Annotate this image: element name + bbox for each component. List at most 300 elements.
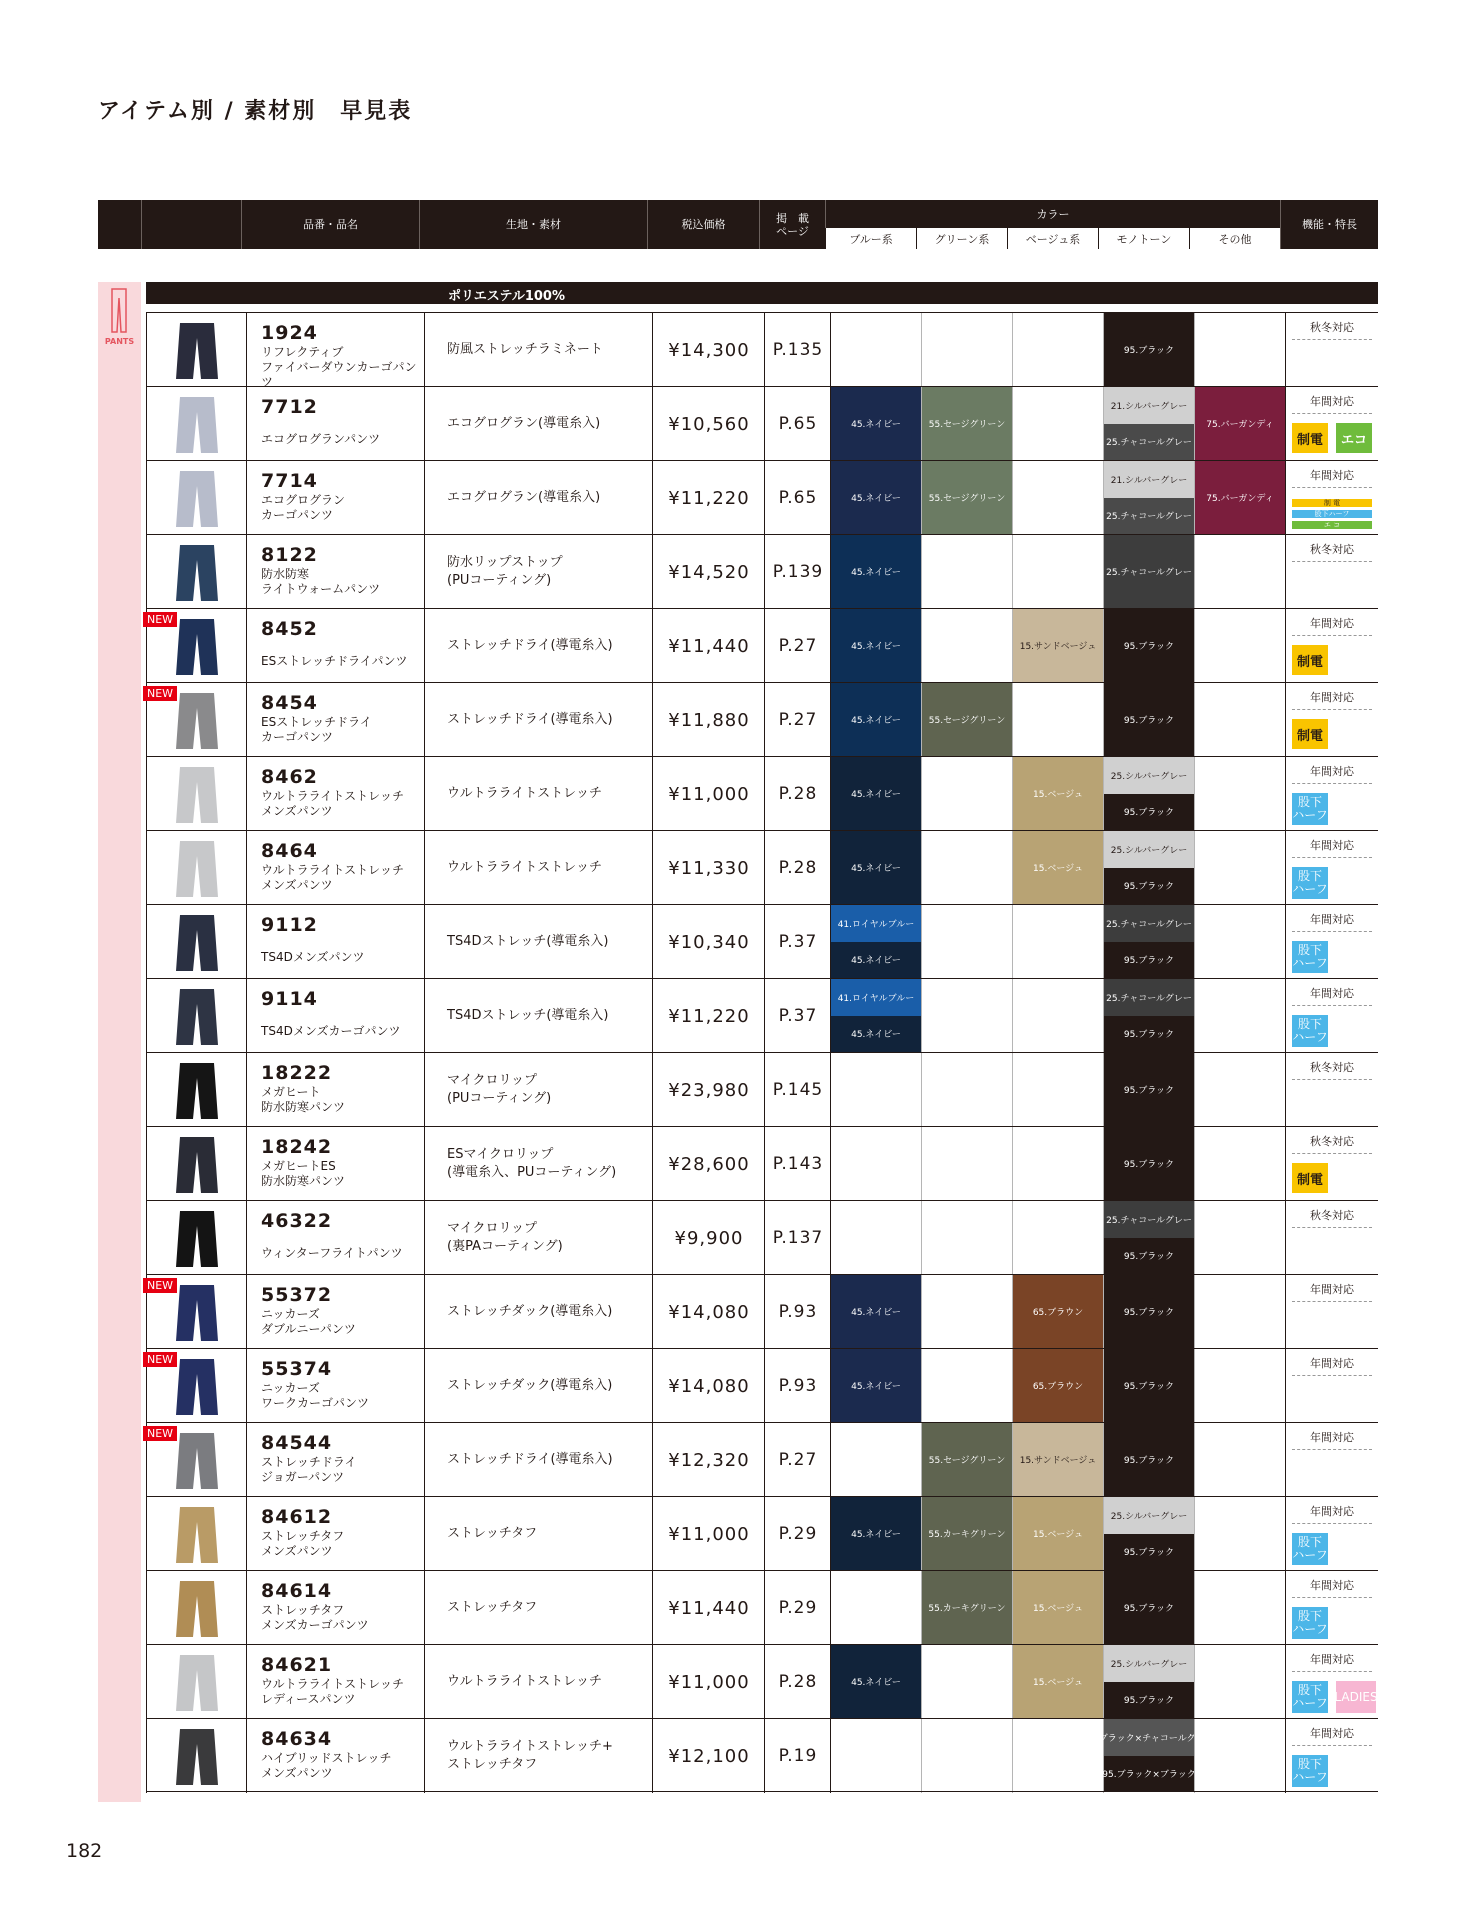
product-image bbox=[146, 1719, 246, 1793]
page-cell bbox=[764, 979, 830, 1053]
features-cell bbox=[1285, 535, 1378, 609]
material-text: エコグログラン(導電糸入) bbox=[447, 490, 601, 505]
product-code-cell bbox=[246, 757, 424, 831]
material-text: ESマイクロリップ (導電糸入、PUコーティング) bbox=[447, 1147, 617, 1180]
product-name: ストレッチタフ メンズカーゴパンツ bbox=[261, 1603, 369, 1632]
page-cell bbox=[764, 461, 830, 535]
color-cell-beige bbox=[1012, 1053, 1103, 1127]
category-side-band bbox=[98, 282, 141, 1802]
color-swatch: 95.ブラック bbox=[1104, 1053, 1194, 1126]
product-image bbox=[146, 1127, 246, 1201]
product-name: ハイブリッドストレッチ メンズパンツ bbox=[261, 1751, 392, 1780]
product-image bbox=[146, 905, 246, 979]
color-cell-mono bbox=[1103, 979, 1194, 1053]
price-text: ¥11,000 bbox=[668, 784, 750, 805]
header-color: カラー bbox=[825, 200, 1280, 228]
material-cell bbox=[424, 609, 652, 683]
section-header bbox=[146, 282, 1378, 304]
color-cell-other bbox=[1194, 831, 1285, 905]
pants-photo-icon bbox=[174, 1432, 220, 1490]
price-cell bbox=[652, 683, 764, 757]
color-cell-beige bbox=[1012, 313, 1103, 387]
color-cell-blue bbox=[830, 683, 921, 757]
color-cell-green bbox=[921, 683, 1012, 757]
mini-feature-badge: 制 電 bbox=[1292, 499, 1372, 507]
product-code: 7712 bbox=[261, 396, 318, 418]
color-cell-other bbox=[1194, 387, 1285, 461]
color-swatch: 45.ネイビー bbox=[831, 757, 921, 830]
product-name: ウィンターフライトパンツ bbox=[261, 1246, 403, 1260]
color-cell-other bbox=[1194, 535, 1285, 609]
color-swatch: 65.ブラウン bbox=[1013, 1275, 1103, 1348]
color-cell-other bbox=[1194, 461, 1285, 535]
color-cell-blue bbox=[830, 979, 921, 1053]
color-cell-beige bbox=[1012, 1423, 1103, 1497]
color-swatch: 21.シルバーグレー bbox=[1104, 387, 1194, 424]
page-ref-text: P.65 bbox=[778, 414, 818, 434]
pants-photo-icon bbox=[174, 692, 220, 750]
color-swatch: 55.セージグリーン bbox=[922, 461, 1012, 534]
half-inseam-line2: ハーフ bbox=[1292, 1696, 1328, 1710]
color-cell-mono bbox=[1103, 831, 1194, 905]
color-swatch: 25.チャコールグレー bbox=[1104, 424, 1194, 461]
pants-photo-icon bbox=[174, 1284, 220, 1342]
season-label: 秋冬対応 bbox=[1292, 1133, 1372, 1154]
color-cell-mono bbox=[1103, 905, 1194, 979]
color-cell-other bbox=[1194, 1497, 1285, 1571]
half-inseam-line2: ハーフ bbox=[1292, 808, 1328, 822]
material-cell bbox=[424, 461, 652, 535]
product-code-cell bbox=[246, 535, 424, 609]
product-code: 8452 bbox=[261, 618, 318, 640]
product-image bbox=[146, 1053, 246, 1127]
product-code: 18222 bbox=[261, 1062, 333, 1084]
material-text: ウルトラライトストレッチ bbox=[447, 860, 602, 875]
product-code: 55374 bbox=[261, 1358, 333, 1380]
material-cell bbox=[424, 313, 652, 387]
half-inseam-line1: 股下 bbox=[1297, 1017, 1322, 1031]
product-name: ESストレッチドライパンツ bbox=[261, 654, 408, 668]
product-code-cell bbox=[246, 1645, 424, 1719]
color-cell-green bbox=[921, 1423, 1012, 1497]
price-cell bbox=[652, 1127, 764, 1201]
color-cell-green bbox=[921, 387, 1012, 461]
color-cell-blue bbox=[830, 1497, 921, 1571]
color-cell-green bbox=[921, 1571, 1012, 1645]
features-cell bbox=[1285, 979, 1378, 1053]
color-swatch: 45.ネイビー bbox=[831, 831, 921, 904]
color-swatch: 55.カーキグリーン bbox=[922, 1497, 1012, 1570]
half-inseam-line1: 股下 bbox=[1297, 1609, 1322, 1623]
header-color-group: ベージュ系 bbox=[1007, 228, 1098, 249]
product-code: 55372 bbox=[261, 1284, 333, 1306]
price-cell bbox=[652, 905, 764, 979]
price-cell bbox=[652, 979, 764, 1053]
pants-photo-icon bbox=[174, 988, 220, 1046]
features-cell bbox=[1285, 1645, 1378, 1719]
color-swatch: 45.ネイビー bbox=[831, 461, 921, 534]
page-ref-text: P.93 bbox=[778, 1376, 818, 1396]
material-cell bbox=[424, 1201, 652, 1275]
color-cell-other bbox=[1194, 757, 1285, 831]
table-row bbox=[146, 312, 1378, 389]
header-code-name: 品番・品名 bbox=[241, 200, 419, 249]
price-cell bbox=[652, 1719, 764, 1793]
features-cell bbox=[1285, 683, 1378, 757]
product-code-cell bbox=[246, 979, 424, 1053]
material-text: エコグログラン(導電糸入) bbox=[447, 416, 601, 431]
price-text: ¥14,080 bbox=[668, 1302, 750, 1323]
table-row bbox=[146, 1496, 1378, 1570]
material-cell bbox=[424, 1275, 652, 1349]
material-cell bbox=[424, 387, 652, 461]
half-inseam-badge bbox=[1292, 941, 1328, 973]
page-number: 182 bbox=[66, 1840, 103, 1862]
season-label: 秋冬対応 bbox=[1292, 541, 1372, 562]
color-cell-mono bbox=[1103, 683, 1194, 757]
price-text: ¥11,440 bbox=[668, 1598, 750, 1619]
color-swatch: 25.シルバーグレー bbox=[1104, 1497, 1194, 1534]
features-cell bbox=[1285, 1423, 1378, 1497]
color-cell-green bbox=[921, 1349, 1012, 1423]
page-ref-text: P.19 bbox=[778, 1746, 818, 1766]
material-text: ウルトラライトストレッチ+ ストレッチタフ bbox=[447, 1739, 613, 1772]
color-cell-blue bbox=[830, 1423, 921, 1497]
color-swatch: 25.チャコールグレー bbox=[1104, 979, 1194, 1016]
season-label: 秋冬対応 bbox=[1292, 1207, 1372, 1228]
color-swatch: 15.ベージュ bbox=[1013, 757, 1103, 830]
color-cell-other bbox=[1194, 1719, 1285, 1793]
color-swatch: 25.チャコールグレー bbox=[1104, 535, 1194, 608]
price-cell bbox=[652, 757, 764, 831]
product-name: ESストレッチドライ カーゴパンツ bbox=[261, 715, 372, 744]
half-inseam-line1: 股下 bbox=[1297, 869, 1322, 883]
product-code-cell bbox=[246, 831, 424, 905]
price-text: ¥11,440 bbox=[668, 636, 750, 657]
pants-photo-icon bbox=[174, 1580, 220, 1638]
product-code-cell bbox=[246, 1423, 424, 1497]
page-ref-text: P.28 bbox=[778, 1672, 818, 1692]
color-cell-beige bbox=[1012, 757, 1103, 831]
product-code: 1924 bbox=[261, 322, 318, 344]
page-ref-text: P.29 bbox=[778, 1598, 818, 1618]
pants-photo-icon bbox=[174, 1136, 220, 1194]
half-inseam-line2: ハーフ bbox=[1292, 1548, 1328, 1562]
material-text: ストレッチダック(導電糸入) bbox=[447, 1304, 613, 1319]
color-swatch: 95.ブラック bbox=[1104, 1682, 1194, 1719]
color-cell-beige bbox=[1012, 1571, 1103, 1645]
color-cell-blue bbox=[830, 609, 921, 683]
color-cell-mono bbox=[1103, 313, 1194, 387]
product-code: 9112 bbox=[261, 914, 318, 936]
color-cell-mono bbox=[1103, 1645, 1194, 1719]
table-row bbox=[146, 1052, 1378, 1126]
page-ref-text: P.29 bbox=[778, 1524, 818, 1544]
material-cell bbox=[424, 1127, 652, 1201]
pants-photo-icon bbox=[174, 840, 220, 898]
color-cell-mono bbox=[1103, 1053, 1194, 1127]
page-ref-text: P.143 bbox=[772, 1154, 824, 1174]
table-row bbox=[146, 1126, 1378, 1200]
table-row bbox=[146, 1718, 1378, 1792]
material-text: ストレッチドライ(導電糸入) bbox=[447, 638, 613, 653]
color-swatch: 75.バーガンディ bbox=[1195, 461, 1285, 534]
color-swatch: 45.ネイビー bbox=[831, 1645, 921, 1718]
page-cell bbox=[764, 1719, 830, 1793]
page-ref-text: P.37 bbox=[778, 1006, 818, 1026]
color-swatch: 45.ネイビー bbox=[831, 1497, 921, 1570]
price-cell bbox=[652, 1645, 764, 1719]
price-text: ¥10,340 bbox=[668, 932, 750, 953]
product-code: 9114 bbox=[261, 988, 318, 1010]
color-swatch: 25.シルバーグレー bbox=[1104, 831, 1194, 868]
product-image bbox=[146, 387, 246, 461]
season-label: 年間対応 bbox=[1292, 689, 1372, 710]
table-row bbox=[146, 756, 1378, 830]
color-cell-green bbox=[921, 1201, 1012, 1275]
half-inseam-line1: 股下 bbox=[1297, 1683, 1322, 1697]
features-cell bbox=[1285, 1201, 1378, 1275]
half-inseam-line2: ハーフ bbox=[1292, 1030, 1328, 1044]
header-features: 機能・特長 bbox=[1280, 200, 1378, 249]
season-label: 年間対応 bbox=[1292, 1281, 1372, 1302]
color-swatch: 95.ブラック bbox=[1104, 1571, 1194, 1644]
product-code-cell bbox=[246, 313, 424, 387]
color-cell-mono bbox=[1103, 1423, 1194, 1497]
price-cell bbox=[652, 1571, 764, 1645]
page-cell bbox=[764, 1127, 830, 1201]
color-cell-other bbox=[1194, 979, 1285, 1053]
product-code-cell bbox=[246, 1275, 424, 1349]
header-price: 税込価格 bbox=[647, 200, 759, 249]
color-cell-green bbox=[921, 609, 1012, 683]
color-cell-blue bbox=[830, 1719, 921, 1793]
color-swatch: 15.ベージュ bbox=[1013, 1497, 1103, 1570]
color-swatch: 25.チャコールグレー bbox=[1104, 1201, 1194, 1238]
product-name: メガヒート 防水防寒パンツ bbox=[261, 1085, 346, 1114]
product-code-cell bbox=[246, 1497, 424, 1571]
product-code-cell bbox=[246, 609, 424, 683]
color-cell-green bbox=[921, 905, 1012, 979]
page-cell bbox=[764, 1423, 830, 1497]
product-image bbox=[146, 461, 246, 535]
material-text: ストレッチタフ bbox=[447, 1600, 538, 1615]
product-code-cell bbox=[246, 1127, 424, 1201]
page-ref-text: P.65 bbox=[778, 488, 818, 508]
table-row bbox=[146, 904, 1378, 978]
page-ref-text: P.93 bbox=[778, 1302, 818, 1322]
product-code-cell bbox=[246, 1571, 424, 1645]
material-text: TS4Dストレッチ(導電糸入) bbox=[447, 1008, 609, 1023]
page-cell bbox=[764, 905, 830, 979]
color-cell-beige bbox=[1012, 1349, 1103, 1423]
eco-badge: エコ bbox=[1336, 423, 1372, 453]
price-text: ¥23,980 bbox=[668, 1080, 750, 1101]
color-swatch: 15.サンドベージュ bbox=[1013, 609, 1103, 682]
color-cell-blue bbox=[830, 313, 921, 387]
color-cell-mono bbox=[1103, 1201, 1194, 1275]
product-image bbox=[146, 1201, 246, 1275]
product-name: エコグログラン カーゴパンツ bbox=[261, 493, 346, 522]
material-cell bbox=[424, 905, 652, 979]
color-swatch: 15.サンドベージュ bbox=[1013, 1423, 1103, 1496]
color-swatch: 55.セージグリーン bbox=[922, 683, 1012, 756]
product-image bbox=[146, 535, 246, 609]
season-label: 年間対応 bbox=[1292, 911, 1372, 932]
product-code: 18242 bbox=[261, 1136, 333, 1158]
color-cell-green bbox=[921, 1497, 1012, 1571]
features-cell bbox=[1285, 1275, 1378, 1349]
table-row bbox=[146, 978, 1378, 1052]
price-text: ¥11,220 bbox=[668, 488, 750, 509]
color-cell-beige bbox=[1012, 831, 1103, 905]
material-text: ウルトラライトストレッチ bbox=[447, 1674, 602, 1689]
color-cell-beige bbox=[1012, 683, 1103, 757]
color-cell-beige bbox=[1012, 979, 1103, 1053]
material-cell bbox=[424, 1571, 652, 1645]
product-code: 8462 bbox=[261, 766, 318, 788]
material-text: ウルトラライトストレッチ bbox=[447, 786, 602, 801]
product-image bbox=[146, 831, 246, 905]
color-swatch: 75.バーガンディ bbox=[1195, 387, 1285, 460]
color-cell-beige bbox=[1012, 461, 1103, 535]
new-badge: NEW bbox=[143, 1278, 177, 1293]
color-swatch: 45.ネイビー bbox=[831, 942, 921, 979]
price-cell bbox=[652, 1423, 764, 1497]
product-code: 8464 bbox=[261, 840, 318, 862]
material-text: マイクロリップ (PUコーティング) bbox=[447, 1073, 552, 1106]
season-label: 年間対応 bbox=[1292, 1355, 1372, 1376]
season-label: 年間対応 bbox=[1292, 1725, 1372, 1746]
new-badge: NEW bbox=[143, 686, 177, 701]
new-badge: NEW bbox=[143, 1352, 177, 1367]
pants-photo-icon bbox=[174, 396, 220, 454]
half-inseam-line2: ハーフ bbox=[1292, 882, 1328, 896]
color-swatch: 95.ブラック bbox=[1104, 313, 1194, 386]
price-text: ¥9,900 bbox=[674, 1228, 744, 1249]
season-label: 年間対応 bbox=[1292, 1503, 1372, 1524]
color-cell-beige bbox=[1012, 1497, 1103, 1571]
page-cell bbox=[764, 1053, 830, 1127]
page-ref-text: P.27 bbox=[778, 1450, 818, 1470]
product-image bbox=[146, 1497, 246, 1571]
table-row bbox=[146, 534, 1378, 608]
material-cell bbox=[424, 1719, 652, 1793]
product-name: ウルトラライトストレッチ メンズパンツ bbox=[261, 863, 405, 892]
color-cell-green bbox=[921, 1053, 1012, 1127]
color-cell-beige bbox=[1012, 905, 1103, 979]
color-cell-beige bbox=[1012, 1127, 1103, 1201]
product-name: メガヒートES 防水防寒パンツ bbox=[261, 1159, 346, 1188]
mini-feature-badge: 股下ハーフ bbox=[1292, 510, 1372, 518]
color-swatch: 45.ネイビー bbox=[831, 535, 921, 608]
color-swatch: 95.ブラック bbox=[1104, 1423, 1194, 1496]
product-image bbox=[146, 979, 246, 1053]
color-swatch: 95.ブラック×ブラック bbox=[1104, 1756, 1194, 1793]
features-cell bbox=[1285, 1127, 1378, 1201]
features-cell bbox=[1285, 387, 1378, 461]
product-code: 84544 bbox=[261, 1432, 333, 1454]
color-swatch: 15.ベージュ bbox=[1013, 1571, 1103, 1644]
page-cell bbox=[764, 1275, 830, 1349]
product-code-cell bbox=[246, 1349, 424, 1423]
product-image bbox=[146, 1645, 246, 1719]
color-cell-beige bbox=[1012, 609, 1103, 683]
pants-photo-icon bbox=[174, 618, 220, 676]
pants-photo-icon bbox=[174, 470, 220, 528]
product-name: ストレッチタフ メンズパンツ bbox=[261, 1529, 345, 1558]
season-label: 年間対応 bbox=[1292, 837, 1372, 858]
color-swatch: 25.チャコールグレー bbox=[1104, 498, 1194, 535]
price-cell bbox=[652, 387, 764, 461]
page-cell bbox=[764, 831, 830, 905]
color-swatch: 95.ブラック bbox=[1104, 942, 1194, 979]
color-swatch: 55.セージグリーン bbox=[922, 387, 1012, 460]
pants-photo-icon bbox=[174, 1062, 220, 1120]
pants-photo-icon bbox=[174, 322, 220, 380]
season-label: 秋冬対応 bbox=[1292, 1059, 1372, 1080]
page-title: アイテム別 / 素材別 早見表 bbox=[98, 99, 413, 124]
table-row bbox=[146, 460, 1378, 534]
product-name: TS4Dメンズパンツ bbox=[261, 950, 365, 964]
color-cell-blue bbox=[830, 1645, 921, 1719]
header-color-group: グリーン系 bbox=[916, 228, 1007, 249]
color-swatch: 25.チャコールグレー bbox=[1104, 905, 1194, 942]
price-text: ¥11,220 bbox=[668, 1006, 750, 1027]
half-inseam-badge bbox=[1292, 1755, 1328, 1787]
color-cell-beige bbox=[1012, 535, 1103, 609]
table-row bbox=[146, 1348, 1378, 1422]
color-swatch: 45.ネイビー bbox=[831, 683, 921, 756]
table-bottom-border bbox=[146, 1791, 1378, 1792]
page-cell bbox=[764, 683, 830, 757]
features-cell bbox=[1285, 1719, 1378, 1793]
color-cell-blue bbox=[830, 535, 921, 609]
table-row bbox=[146, 682, 1378, 756]
color-swatch: 25.シルバーグレー bbox=[1104, 1645, 1194, 1682]
color-cell-mono bbox=[1103, 387, 1194, 461]
color-cell-blue bbox=[830, 1349, 921, 1423]
material-cell bbox=[424, 757, 652, 831]
pants-photo-icon bbox=[174, 1210, 220, 1268]
page-ref-text: P.27 bbox=[778, 710, 818, 730]
half-inseam-line1: 股下 bbox=[1297, 943, 1322, 957]
material-text: 防水リップストップ (PUコーティング) bbox=[447, 555, 563, 588]
material-text: マイクロリップ (裏PAコーティング) bbox=[447, 1221, 563, 1254]
page-ref-text: P.135 bbox=[772, 340, 824, 360]
color-cell-mono bbox=[1103, 1127, 1194, 1201]
material-text: 防風ストレッチラミネート bbox=[447, 342, 603, 357]
half-inseam-badge bbox=[1292, 1681, 1328, 1713]
price-cell bbox=[652, 831, 764, 905]
pants-photo-icon bbox=[174, 544, 220, 602]
color-cell-blue bbox=[830, 1571, 921, 1645]
product-code: 46322 bbox=[261, 1210, 333, 1232]
material-text: ストレッチダック(導電糸入) bbox=[447, 1378, 613, 1393]
color-cell-green bbox=[921, 979, 1012, 1053]
features-cell bbox=[1285, 461, 1378, 535]
pants-icon bbox=[110, 288, 128, 334]
table-row bbox=[146, 1274, 1378, 1348]
product-image bbox=[146, 683, 246, 757]
color-cell-blue bbox=[830, 1053, 921, 1127]
season-label: 年間対応 bbox=[1292, 467, 1372, 488]
antistatic-badge: 制電 bbox=[1292, 645, 1328, 675]
header-material: 生地・素材 bbox=[419, 200, 647, 249]
color-cell-green bbox=[921, 313, 1012, 387]
ladies-badge: LADIES bbox=[1336, 1681, 1376, 1713]
product-name: リフレクティブ ファイバーダウンカーゴパンツ bbox=[261, 345, 417, 389]
